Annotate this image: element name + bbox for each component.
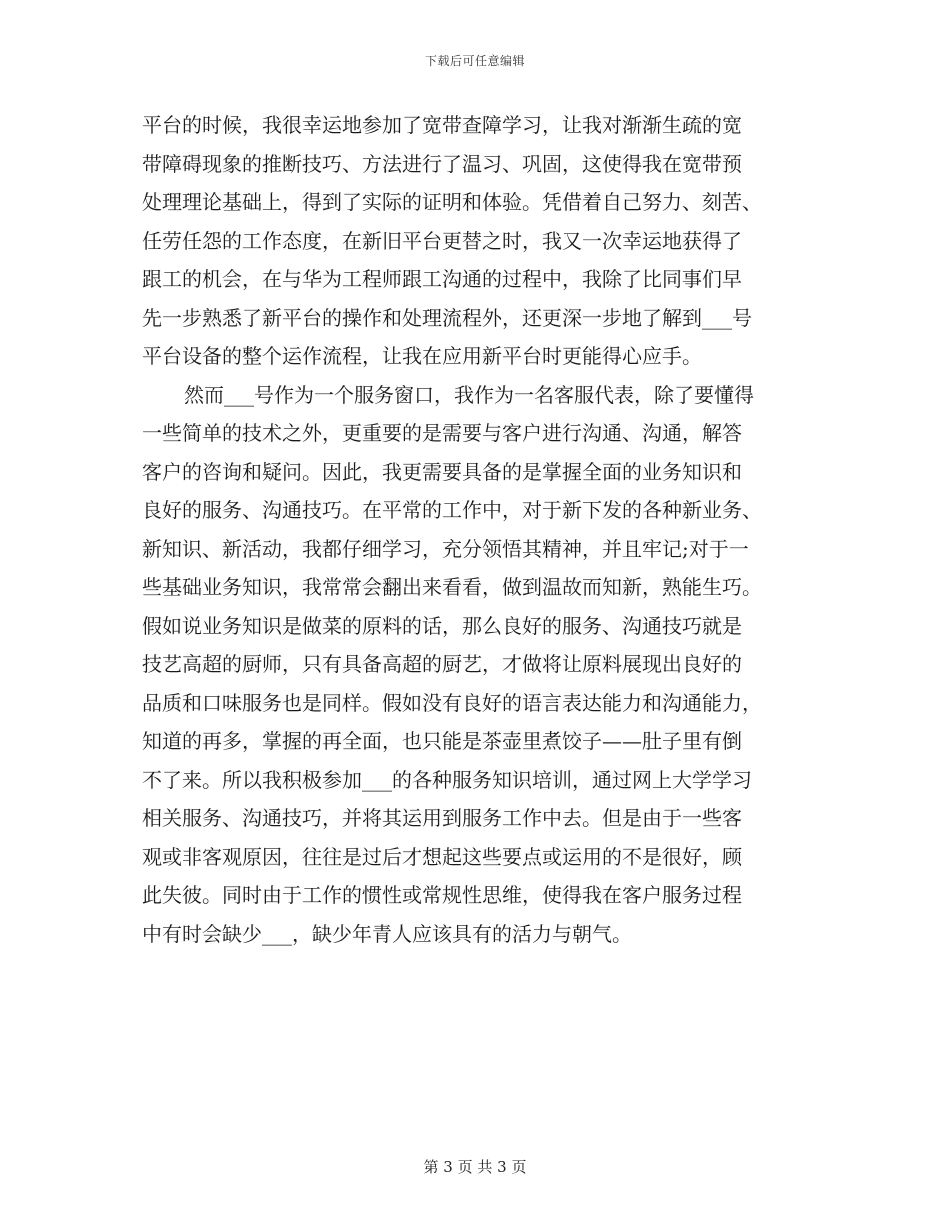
text-line: 然而___号作为一个服务窗口，我作为一名客服代表，除了要懂得 bbox=[184, 382, 754, 407]
text-line: 处理理论基础上，得到了实际的证明和体验。凭借着自己努力、刻苦、 bbox=[142, 190, 762, 214]
text-line: 相关服务、沟通技巧，并将其运用到服务工作中去。但是由于一些客 bbox=[142, 806, 742, 830]
text-line: 假如说业务知识是做菜的原料的话，那么良好的服务、沟通技巧就是 bbox=[142, 613, 742, 638]
text-line: 跟工的机会，在与华为工程师跟工沟通的过程中，我除了比同事们早 bbox=[142, 267, 742, 291]
text-line: 不了来。所以我积极参加___的各种服务知识培训，通过网上大学学习 bbox=[142, 767, 752, 792]
paragraph-1 bbox=[142, 106, 808, 376]
document-body bbox=[142, 106, 808, 953]
page-number: 第 3 页 共 3 页 bbox=[423, 1158, 527, 1176]
text-line: 平台的时候，我很幸运地参加了宽带查障学习，让我对渐渐生疏的宽 bbox=[142, 113, 742, 137]
text-line: 技艺高超的厨师，只有具备高超的厨艺，才做将让原料展现出良好的 bbox=[142, 652, 742, 676]
text-line: 知道的再多，掌握的再全面，也只能是茶壶里煮饺子——肚子里有倒 bbox=[142, 729, 742, 753]
text-line: 先一步熟悉了新平台的操作和处理流程外，还更深一步地了解到___号 bbox=[142, 305, 752, 330]
text-line: 良好的服务、沟通技巧。在平常的工作中，对于新下发的各种新业务、 bbox=[142, 498, 762, 522]
text-line: 平台设备的整个运作流程，让我在应用新平台时更能得心应手。 bbox=[142, 344, 702, 368]
text-line: 中有时会缺少___，缺少年青人应该具有的活力与朝气。 bbox=[142, 921, 632, 946]
text-line: 任劳任怨的工作态度，在新旧平台更替之时，我又一次幸运地获得了 bbox=[142, 228, 742, 253]
text-line: 此失彼。同时由于工作的惯性或常规性思维，使得我在客户服务过程 bbox=[142, 883, 742, 907]
text-line: 客户的咨询和疑问。因此，我更需要具备的是掌握全面的业务知识和 bbox=[142, 459, 742, 484]
page-header-note: 下载后可任意编辑 bbox=[424, 54, 525, 68]
text-line: 一些简单的技术之外，更重要的是需要与客户进行沟通、沟通，解答 bbox=[142, 421, 742, 445]
text-line: 些基础业务知识，我常常会翻出来看看，做到温故而知新，熟能生巧。 bbox=[142, 575, 762, 599]
text-line: 观或非客观原因，往往是过后才想起这些要点或运用的不是很好，顾 bbox=[142, 844, 742, 869]
text-line: 新知识、新活动，我都仔细学习，充分领悟其精神，并且牢记;对于一 bbox=[142, 536, 749, 561]
paragraph-2 bbox=[142, 376, 808, 954]
text-line: 带障碍现象的推断技巧、方法进行了温习、巩固，这使得我在宽带预 bbox=[142, 151, 742, 176]
text-line: 品质和口味服务也是同样。假如没有良好的语言表达能力和沟通能力， bbox=[142, 690, 762, 715]
